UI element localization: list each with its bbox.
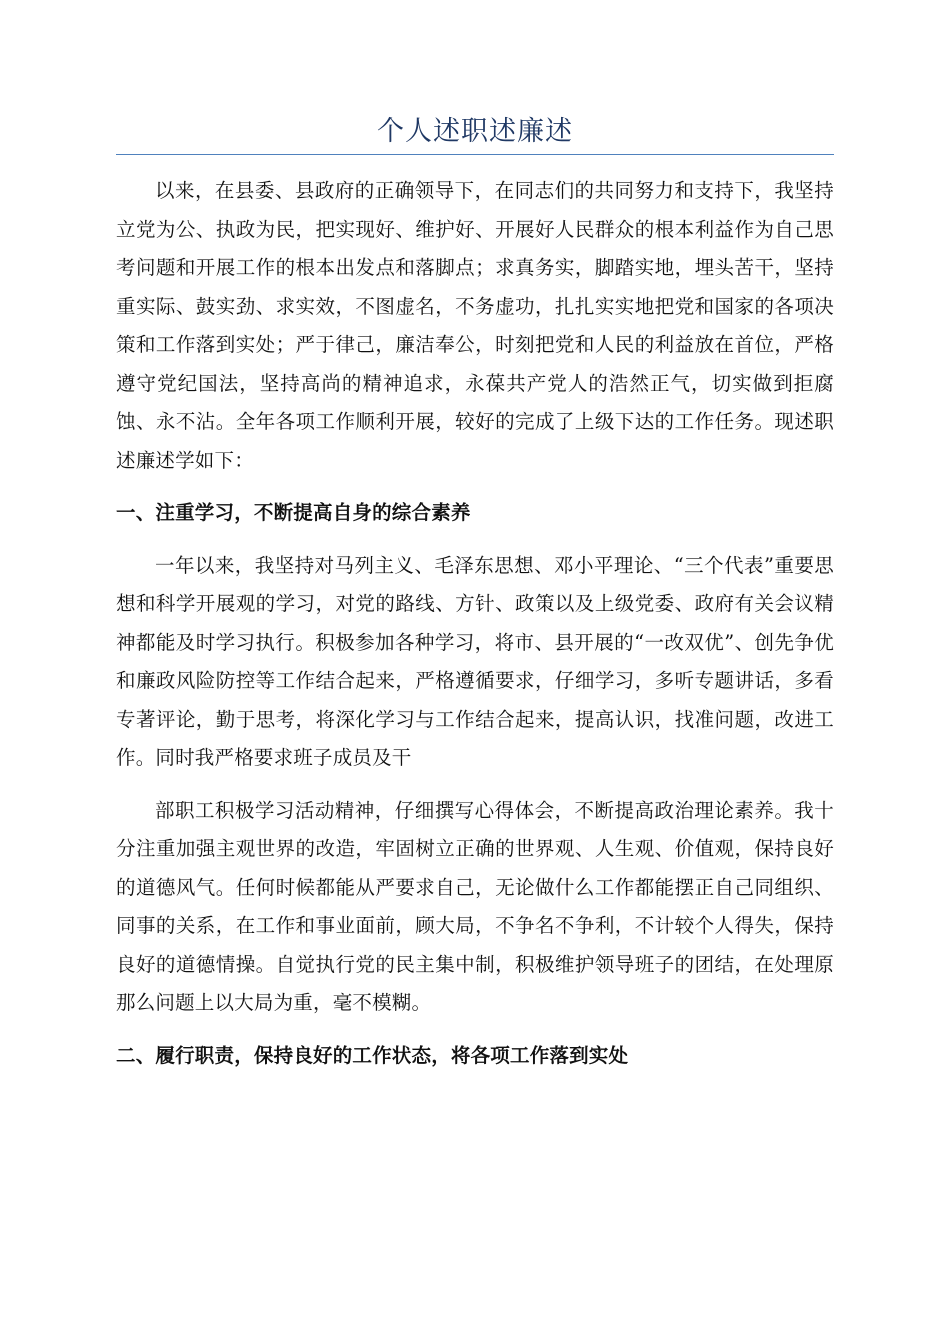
section-heading-2: 二、履行职责，保持良好的工作状态，将各项工作落到实处	[116, 1043, 629, 1067]
document-body	[116, 172, 834, 1075]
document-title: 个人述职述廉述	[377, 116, 573, 147]
intro-paragraph: 以来，在县委、县政府的正确领导下，在同志们的共同努力和支持下，我坚持立党为公、执政为民，把实现好、维护好、开展好人民群众的根本利益作为自己思考问题和开展工作的根本出发点和落脚点；求真务实，脚踏实地，埋头苦干，坚持重实际、鼓实劲、求实效，不图虚名，不务虚功，扎扎实实地把党和国家的各项决策和工作落到实处；严于律己，廉洁奉公，时刻把党和人民的利益放在首位，严格遵守党纪国法，坚持高尚的精神追求，永葆共产党人的浩然正气，切实做到拒腐蚀、永不沾。全年各项工作顺利开展，较好的完成了上级下达的工作任务。现述职述廉述学如下：	[116, 179, 834, 472]
title-underline	[116, 154, 834, 155]
section-1-paragraph-2: 部职工积极学习活动精神，仔细撰写心得体会，不断提高政治理论素养。我十分注重加强主观世界的改造，牢固树立正确的世界观、人生观、价值观，保持良好的道德风气。任何时候都能从严要求自己，无论做什么工作都能摆正自己同组织、同事的关系，在工作和事业面前，顾大局，不争名不争利，不计较个人得失，保持良好的道德情操。自觉执行党的民主集中制，积极维护领导班子的团结，在处理原那么问题上以大局为重，毫不模糊。	[116, 798, 834, 1014]
section-heading-1: 一、注重学习，不断提高自身的综合素养	[116, 501, 471, 524]
section-1-paragraph-1: 一年以来，我坚持对马列主义、毛泽东思想、邓小平理论、“三个代表”重要思想和科学开展观的学习，对党的路线、方针、政策以及上级党委、政府有关会议精神都能及时学习执行。积极参加各种学习，将市、县开展的“一改双优”、创先争优和廉政风险防控等工作结合起来，严格遵循要求，仔细学习，多听专题讲话，多看专著评论，勤于思考，将深化学习与工作结合起来，提高认识，找准问题，改进工作。同时我严格要求班子成员及干	[116, 553, 834, 769]
